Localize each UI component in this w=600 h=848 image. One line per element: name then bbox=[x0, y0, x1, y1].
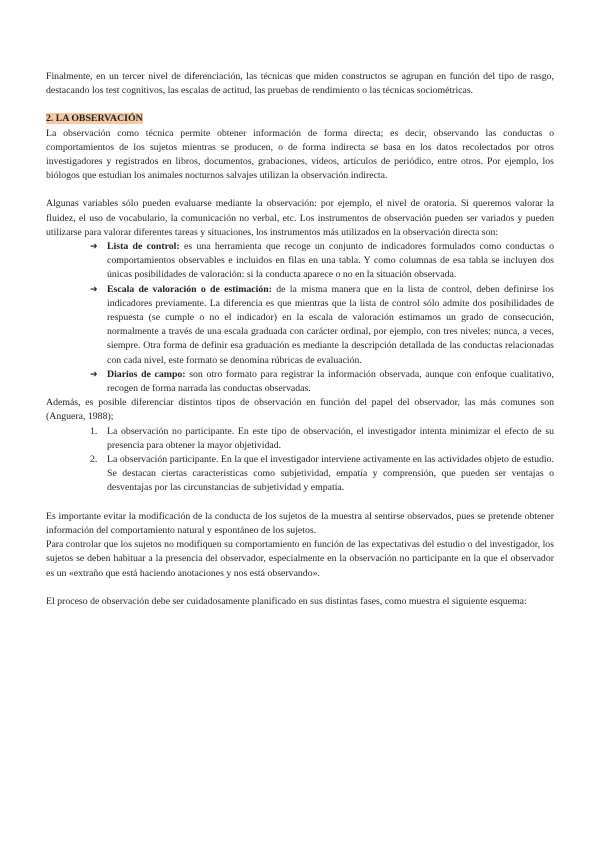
instrument-term: Lista de control: bbox=[107, 241, 180, 253]
document-body bbox=[46, 70, 554, 609]
observation-types-intro: Además, es posible diferenciar distintos tipos de observación en función del papel del observador, las más comunes son (Anguera, 1988); bbox=[46, 397, 554, 423]
section-heading bbox=[46, 112, 554, 126]
habituation-paragraph: Para controlar que los sujetos no modifiquen su comportamiento en función de las expectativas del estudio o del investigador, los sujetos se deben habituar a la presencia del observador, especialmente en la observación no participante en la que el observador es un «extraño que está haciendo anotaciones y nos está observando». bbox=[46, 539, 554, 579]
variables-paragraph: Algunas variables sólo pueden evaluarse mediante la observación: por ejemplo, el nivel de oratoria. Si queremos valorar la fluidez, el uso de vocabulario, la comunicación no verbal, etc. Los instrumentos de observación pueden ser variados y pueden utilizarse para valorar diferentes tareas y situaciones, los instrumentos más utilizados en la observación directa son: bbox=[46, 198, 554, 238]
instrument-term: Diarios de campo: bbox=[107, 368, 186, 380]
list-number: 1. bbox=[90, 425, 98, 437]
instrument-item bbox=[90, 240, 554, 283]
section-heading-text: 2. LA OBSERVACIÓN bbox=[46, 113, 143, 125]
observation-type-item bbox=[90, 453, 554, 496]
arrow-bullet-icon: ➔ bbox=[90, 284, 98, 295]
observation-types-list bbox=[46, 425, 554, 496]
instruments-list bbox=[46, 240, 554, 396]
instrument-description: de la misma manera que en la lista de control, deben definirse los indicadores previamente. La diferencia es que mientras que la lista de control sólo admite dos posibilidades de respuesta (se cumple o no el indicador) en la escala de valoración estimamos un grado de consecución, normalmente a través de una escala graduada con carácter ordinal, por ejemplo, con tres niveles: nunca, a veces, siempre. Otra forma de definir esa graduación es mediante la descripción detallada de las conductas relacionadas con cada nivel, este formato se denomina rúbricas de evaluación. bbox=[107, 283, 554, 366]
arrow-bullet-icon: ➔ bbox=[90, 369, 98, 380]
instrument-term: Escala de valoración o de estimación: bbox=[107, 283, 272, 295]
intro-paragraph: Finalmente, en un tercer nivel de diferenciación, las técnicas que miden constructos se agrupan en función del tipo de rasgo, destacando los test cognitivos, las escalas de actitud, las pruebas de rendimiento o las técnicas sociométricas. bbox=[46, 71, 554, 97]
observation-definition-paragraph: La observación como técnica permite obtener información de forma directa; es decir, observando las conductas o comportamientos de los sujetos mientras se producen, o de forma indirecta se basa en los datos recolectados por otros investigadores y registrados en libros, documentos, grabaciones, vídeos, artículos de periódico, entre otros. Por ejemplo, los biólogos que estudian los animales nocturnos salvajes utilizan la observación indirecta. bbox=[46, 127, 554, 182]
list-number: 2. bbox=[90, 454, 98, 466]
arrow-bullet-icon: ➔ bbox=[90, 242, 98, 253]
instrument-item bbox=[90, 283, 554, 368]
behavior-modification-paragraph: Es importante evitar la modificación de la conducta de los sujetos de la muestra al sentirse observados, pues se pretende obtener información del comportamiento natural y espontáneo de los sujetos. bbox=[46, 510, 554, 536]
observation-type-text: La observación no participante. En este tipo de observación, el investigador intenta minimizar el efecto de su presencia para obtener la mayor objetividad. bbox=[107, 425, 554, 451]
instrument-description: es una herramienta que recoge un conjunto de indicadores formulados como conductas o comportamientos observables e incluidos en filas en una tabla. Y como columnas de esa tabla se incluyen dos únicas posibilidades de valoración: si la conducta aparece o no en la situación observada. bbox=[107, 241, 555, 281]
instrument-item bbox=[90, 368, 554, 396]
instrument-description: son otro formato para registrar la información observada, aunque con enfoque cualitativo, recogen de forma narrada las conductas observadas. bbox=[107, 368, 554, 395]
observation-type-item bbox=[90, 425, 554, 453]
observation-type-text: La observación participante. En la que el investigador interviene activamente en las actividades objeto de estudio. Se destacan ciertas características como subjetividad, empatía y comprensión, que pueden ser ventajas o desventajas por las circunstancias de subjetividad y empatía. bbox=[107, 454, 554, 494]
planning-paragraph: El proceso de observación debe ser cuidadosamente planificado en sus distintas fases, como muestra el siguiente esquema: bbox=[46, 595, 527, 607]
